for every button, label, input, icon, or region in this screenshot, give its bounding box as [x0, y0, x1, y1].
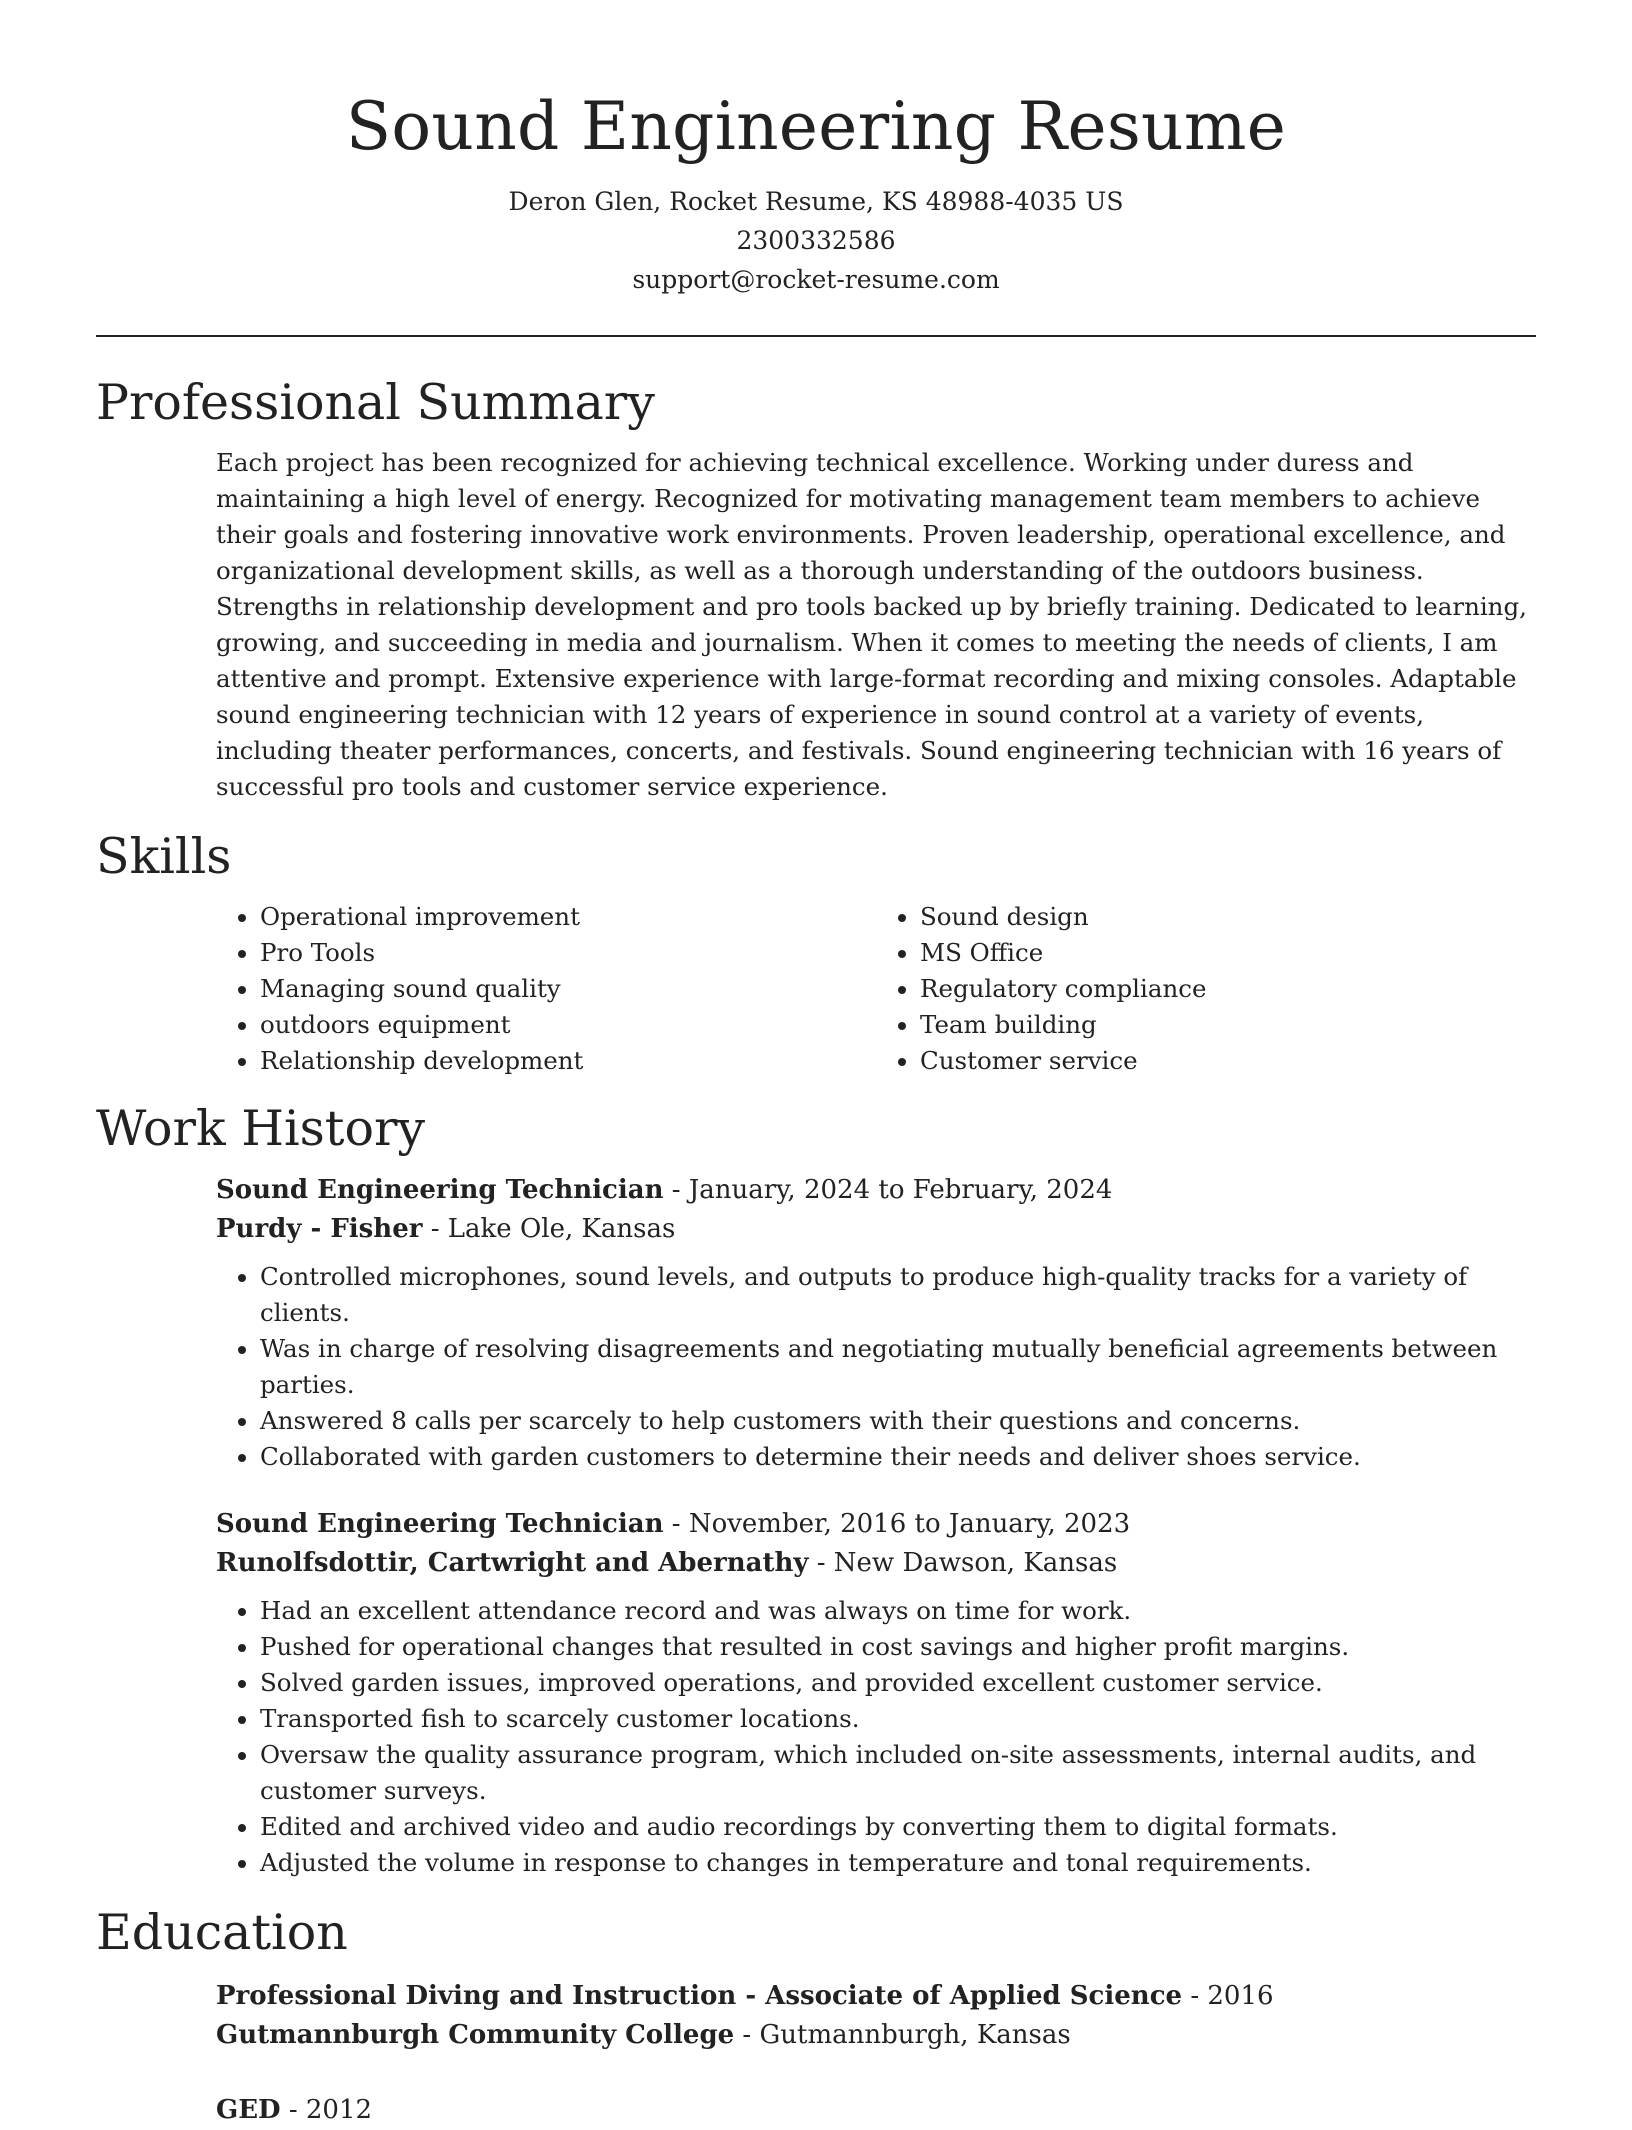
education-degree-line	[216, 2091, 1536, 2130]
skill-item: • Customer service	[920, 1043, 1536, 1079]
skill-item: • Relationship development	[260, 1043, 876, 1079]
skills-column-left	[216, 899, 876, 1079]
job-dates: - January, 2024 to February, 2024	[663, 1175, 1113, 1205]
job-company: Purdy - Fisher	[216, 1214, 423, 1244]
resume-title: Sound Engineering Resume	[345, 88, 1287, 165]
education-school-line	[216, 2016, 1536, 2055]
skills-heading: Skills	[96, 828, 232, 885]
skill-item: • Team building	[920, 1007, 1536, 1043]
job-duty-item: • Adjusted the volume in response to changes in temperature and tonal requirements.	[260, 1845, 1536, 1881]
job-duties	[216, 1259, 1536, 1475]
contact-email: support@rocket-resume.com	[632, 265, 1000, 294]
job-company-line	[216, 1544, 1536, 1583]
job-duty-item: • Had an excellent attendance record and was always on time for work.	[260, 1593, 1536, 1629]
summary-heading: Professional Summary	[96, 374, 655, 431]
job-dates: - November, 2016 to January, 2023	[663, 1509, 1131, 1539]
job-duty-item: • Collaborated with garden customers to determine their needs and deliver shoes service.	[260, 1439, 1536, 1475]
education-year: - 2016	[1182, 1981, 1274, 2011]
skill-item: • Managing sound quality	[260, 971, 876, 1007]
education-year: - 2012	[280, 2095, 373, 2125]
summary-text: Each project has been recognized for achieving technical excellence. Working under duress and maintaining a high level of energy. Recognized for motivating management team members to achieve their goals and fostering innovative work environments. Proven leadership, operational excellence, and organizational development skills, as well as a thorough understanding of the outdoors business. Strengths in relationship development and pro tools backed up by briefly training. Dedicated to learning, growing, and succeeding in media and journalism. When it comes to meeting the needs of clients, I am attentive and prompt. Extensive experience with large-format recording and mixing consoles. Adaptable sound engineering technician with 12 years of experience in sound control at a variety of events, including theater performances, concerts, and festivals. Sound engineering technician with 16 years of successful pro tools and customer service experience.	[216, 448, 1527, 801]
job-title: Sound Engineering Technician	[216, 1175, 664, 1205]
contact-phone: 2300332586	[736, 226, 896, 255]
job-title: Sound Engineering Technician	[216, 1509, 664, 1539]
education-entry	[216, 1977, 1536, 2055]
education-heading: Education	[96, 1904, 348, 1961]
job-company: Runolfsdottir, Cartwright and Abernathy	[216, 1548, 809, 1578]
education-school: Gutmannburgh Community College	[216, 2020, 735, 2050]
job-title-line	[216, 1171, 1536, 1210]
job-entry	[216, 1505, 1536, 1881]
education-location: - Gutmannburgh, Kansas	[734, 2020, 1071, 2050]
job-company-line	[216, 1210, 1536, 1249]
job-duty-item: • Solved garden issues, improved operations, and provided excellent customer service.	[260, 1665, 1536, 1701]
skill-item: • Regulatory compliance	[920, 971, 1536, 1007]
skill-item: • MS Office	[920, 935, 1536, 971]
work-history-list	[216, 1171, 1536, 1881]
education-degree: GED	[216, 2095, 281, 2125]
work-history-heading: Work History	[96, 1100, 426, 1157]
job-duty-item: • Answered 8 calls per scarcely to help customers with their questions and concerns.	[260, 1403, 1536, 1439]
education-degree: Professional Diving and Instruction - Associate of Applied Science	[216, 1981, 1183, 2011]
resume-header	[96, 0, 1536, 299]
job-duty-item: • Edited and archived video and audio recordings by converting them to digital formats.	[260, 1809, 1536, 1845]
job-location: - Lake Ole, Kansas	[422, 1214, 676, 1244]
job-location: - New Dawson, Kansas	[808, 1548, 1118, 1578]
job-duty-item: • Transported fish to scarcely customer locations.	[260, 1701, 1536, 1737]
skill-item: • Pro Tools	[260, 935, 876, 971]
job-entry	[216, 1171, 1536, 1475]
job-duties	[216, 1593, 1536, 1881]
job-duty-item: • Pushed for operational changes that resulted in cost savings and higher profit margins.	[260, 1629, 1536, 1665]
job-title-line	[216, 1505, 1536, 1544]
education-degree-line	[216, 1977, 1536, 2016]
skill-item: • Sound design	[920, 899, 1536, 935]
education-list	[216, 1977, 1536, 2130]
skills-column-right	[876, 899, 1536, 1079]
education-entry	[216, 2091, 1536, 2130]
skills-list	[216, 899, 1536, 1079]
job-duty-item: • Oversaw the quality assurance program, which included on-site assessments, internal audits, and customer surveys.	[260, 1737, 1536, 1809]
contact-address: Deron Glen, Rocket Resume, KS 48988-4035 US	[508, 187, 1124, 216]
header-divider	[96, 335, 1536, 337]
skill-item: • outdoors equipment	[260, 1007, 876, 1043]
job-duty-item: • Was in charge of resolving disagreements and negotiating mutually beneficial agreements between parties.	[260, 1331, 1536, 1403]
job-duty-item: • Controlled microphones, sound levels, and outputs to produce high-quality tracks for a variety of clients.	[260, 1259, 1536, 1331]
skill-item: • Operational improvement	[260, 899, 876, 935]
resume-page	[96, 0, 1536, 2130]
